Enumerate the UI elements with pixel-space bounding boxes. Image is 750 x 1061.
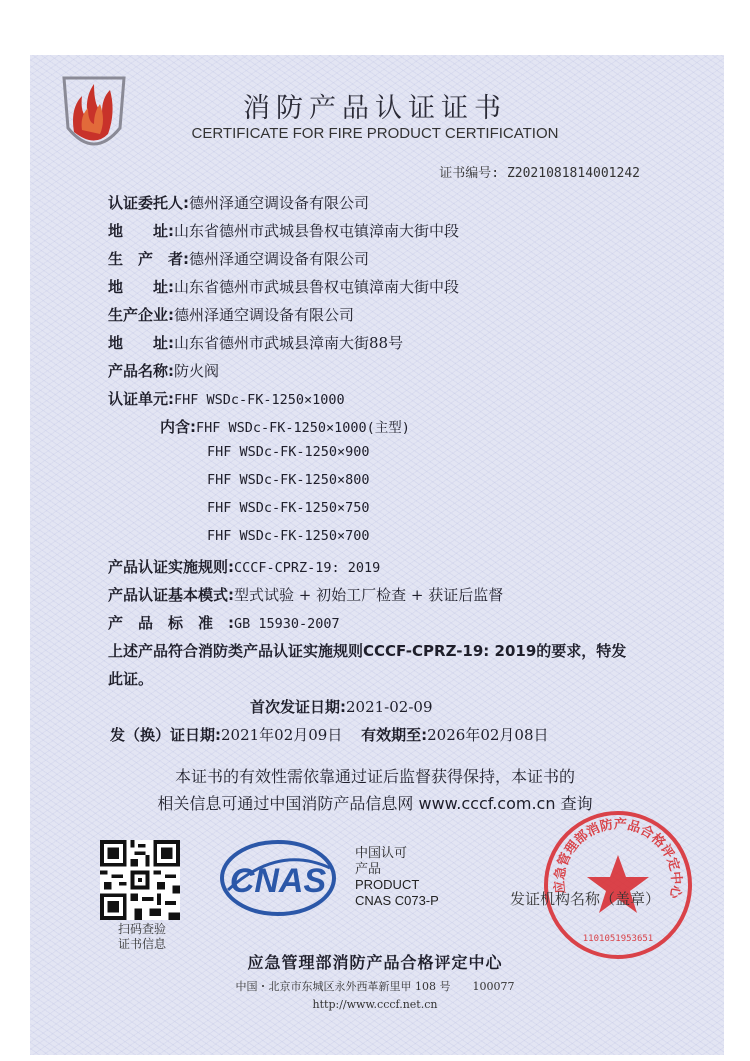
organization-website-link[interactable]: http://www.cccf.net.cn — [312, 998, 438, 1011]
model-item: FHF WSDc-FK-1250×900 — [207, 444, 370, 460]
qr-caption — [100, 922, 184, 952]
applicant-row — [108, 192, 369, 213]
certification-mode-row — [108, 584, 503, 605]
applicant-label: 认证委托人: — [108, 194, 189, 212]
certificate-title-english: CERTIFICATE FOR FIRE PRODUCT CERTIFICATION — [191, 125, 559, 142]
validity-notice-line2: 相关信息可通过中国消防产品信息网 www.cccf.com.cn 查询 — [157, 794, 593, 813]
manufacturer-address-label: 地 址: — [108, 278, 174, 296]
manufacturer-value: 德州泽通空调设备有限公司 — [189, 250, 370, 268]
certification-unit-value: FHF WSDc-FK-1250×1000 — [174, 392, 345, 408]
factory-row — [108, 304, 354, 325]
model-item: FHF WSDc-FK-1250×750 — [207, 500, 370, 516]
contains-row — [160, 416, 410, 437]
issue-date-value: 2021年02月09日 — [221, 726, 343, 744]
product-name-value: 防火阀 — [174, 362, 220, 380]
certificate-number — [439, 162, 640, 181]
manufacturer-label: 生 产 者: — [108, 250, 189, 268]
factory-address-value: 山东省德州市武城县漳南大街88号 — [174, 334, 404, 352]
qr-code[interactable] — [100, 840, 180, 920]
product-standard-label: 产 品 标 准 : — [108, 614, 234, 632]
implementation-rule-label: 产品认证实施规则: — [108, 558, 234, 576]
manufacturer-address-value: 山东省德州市武城县鲁权屯镇漳南大街中段 — [174, 278, 460, 296]
factory-value: 德州泽通空调设备有限公司 — [174, 306, 355, 324]
first-issue-date-label: 首次发证日期: — [250, 698, 346, 716]
seal-text: 应急管理部消防产品合格评定中心 — [552, 817, 684, 900]
applicant-value: 德州泽通空调设备有限公司 — [189, 194, 370, 212]
manufacturer-address-row — [108, 276, 459, 297]
issue-date-label: 发（换）证日期: — [110, 726, 221, 744]
manufacturer-row — [108, 248, 369, 269]
applicant-address-value: 山东省德州市武城县鲁权屯镇漳南大街中段 — [174, 222, 460, 240]
cnas-accreditation-text — [355, 845, 439, 909]
compliance-statement-line1: 上述产品符合消防类产品认证实施规则CCCF-CPRZ-19: 2019的要求，特发 — [108, 642, 627, 660]
implementation-rule-row — [108, 556, 380, 577]
model-item: FHF WSDc-FK-1250×800 — [207, 472, 370, 488]
product-standard-row — [108, 612, 340, 633]
factory-address-row — [108, 332, 403, 353]
certification-unit-label: 认证单元: — [108, 390, 174, 408]
model-item: FHF WSDc-FK-1250×1000(主型) — [196, 420, 410, 436]
certificate-number-label: 证书编号: — [439, 166, 500, 181]
valid-until-label: 有效期至: — [361, 726, 428, 744]
certificate-title: 消防产品认证证书 — [243, 93, 507, 124]
certification-mode-label: 产品认证基本模式: — [108, 586, 234, 604]
seal-number: 1101051953651 — [582, 934, 654, 944]
contains-label: 内含: — [160, 418, 196, 436]
compliance-statement-line2: 此证。 — [108, 670, 154, 688]
certification-unit-row — [108, 388, 345, 409]
valid-until-value: 2026年02月08日 — [427, 726, 549, 744]
issuing-organization: 应急管理部消防产品合格评定中心 — [247, 953, 503, 972]
certification-mode-value: 型式试验 + 初始工厂检查 + 获证后监督 — [234, 586, 504, 604]
model-item: FHF WSDc-FK-1250×700 — [207, 528, 370, 544]
applicant-address-label: 地 址: — [108, 222, 174, 240]
flame-emblem-icon — [60, 68, 128, 164]
cnas-line: 产品 — [355, 861, 382, 876]
cnas-logo — [218, 838, 338, 918]
first-issue-date-row — [250, 696, 432, 717]
issuer-label: 发证机构名称（盖章） — [510, 890, 661, 908]
cnas-logo-text: CNAS — [229, 862, 327, 900]
issue-date-row — [110, 724, 549, 745]
factory-label: 生产企业: — [108, 306, 174, 324]
implementation-rule-value: CCCF-CPRZ-19: 2019 — [234, 560, 381, 576]
cnas-line: PRODUCT — [355, 877, 420, 892]
cnas-line: CNAS C073-P — [355, 893, 439, 908]
product-name-label: 产品名称: — [108, 362, 174, 380]
first-issue-date-value: 2021-02-09 — [346, 698, 433, 716]
certificate-number-value: Z2021081814001242 — [506, 166, 640, 181]
validity-notice-line1: 本证书的有效性需依靠通过证后监督获得保持，本证书的 — [174, 767, 575, 786]
qr-caption-line1: 扫码查验 — [117, 922, 166, 936]
factory-address-label: 地 址: — [108, 334, 174, 352]
official-seal — [538, 805, 698, 965]
applicant-address-row — [108, 220, 459, 241]
qr-caption-line2: 证书信息 — [117, 937, 166, 951]
cnas-line: 中国认可 — [355, 845, 408, 860]
organization-address: 中国・北京市东城区永外西革新里甲 108 号 100077 — [235, 980, 515, 993]
product-name-row — [108, 360, 219, 381]
product-standard-value: GB 15930-2007 — [234, 616, 340, 632]
